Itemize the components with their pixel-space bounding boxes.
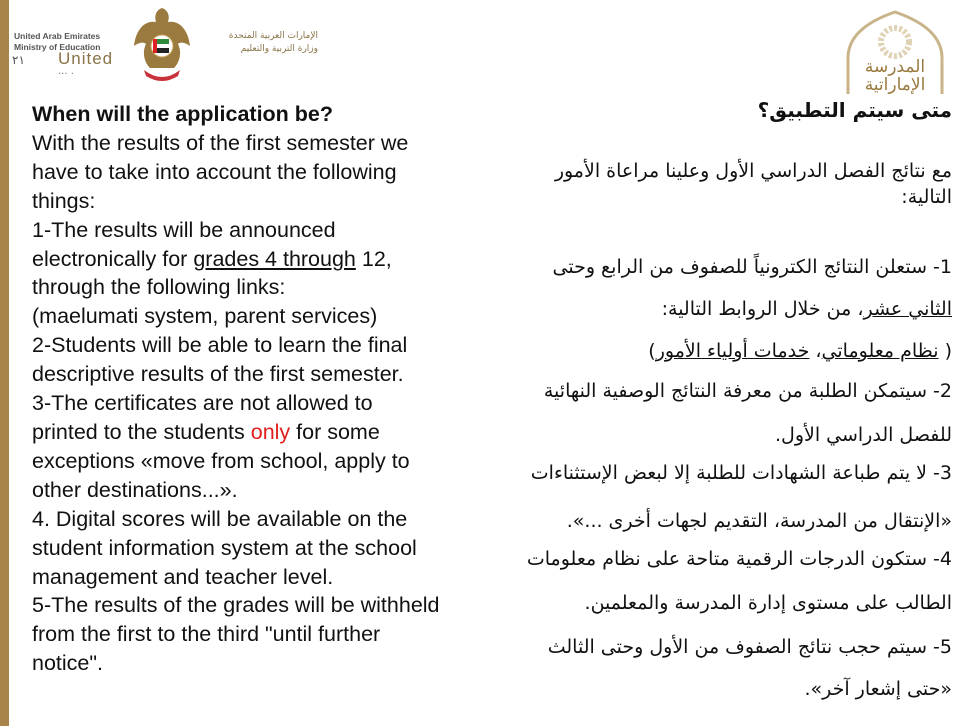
text-line: notice". bbox=[32, 651, 103, 676]
text-line: things: bbox=[32, 188, 96, 213]
ministry-line: United Arab Emirates bbox=[14, 31, 101, 41]
overlay-number: ٢١ bbox=[12, 53, 25, 67]
text-line: (maelumati system, parent services) bbox=[32, 304, 378, 329]
svg-text:المدرسة: المدرسة bbox=[864, 57, 926, 77]
arabic-title: متى سيتم التطبيق؟ bbox=[757, 98, 952, 122]
text-line: 3- لا يتم طباعة الشهادات للطلبة إلا لبعض الإستثناءات bbox=[530, 462, 952, 484]
text-line: other destinations...». bbox=[32, 477, 238, 502]
ministry-line: الإمارات العربية المتحدة bbox=[228, 31, 318, 41]
text-segment: ، من خلال الروابط التالية: bbox=[661, 298, 864, 320]
text-line: 2- سيتمكن الطلبة من معرفة النتائج الوصفية النهائية bbox=[543, 380, 952, 402]
text-line bbox=[32, 418, 502, 447]
highlighted-text: only bbox=[250, 419, 291, 444]
text-line: exceptions «move from school, apply to bbox=[32, 448, 410, 473]
text-line bbox=[662, 298, 952, 320]
text-line: للفصل الدراسي الأول. bbox=[774, 424, 952, 446]
ministry-name-ar bbox=[208, 30, 318, 56]
text-segment: ) bbox=[648, 340, 656, 362]
english-title: When will the application be? bbox=[32, 102, 334, 126]
text-line: 2-Students will be able to learn the final bbox=[32, 333, 408, 358]
text-line: through the following links: bbox=[32, 275, 286, 300]
text-line: الطالب على مستوى إدارة المدرسة والمعلمين. bbox=[584, 592, 952, 614]
underlined-text: الثاني عشر bbox=[863, 298, 952, 320]
text-line: student information system at the school bbox=[32, 535, 417, 560]
text-line bbox=[648, 340, 952, 362]
text-line: التالية: bbox=[901, 186, 952, 208]
text-line: 5-The results of the grades will be withheld bbox=[32, 593, 440, 618]
text-segment: ، bbox=[809, 340, 822, 362]
text-line: 1-The results will be announced bbox=[32, 217, 336, 242]
text-line: 4. Digital scores will be available on the bbox=[32, 506, 408, 531]
text-segment: electronically for bbox=[32, 246, 194, 271]
text-line: have to take into account the following bbox=[32, 159, 397, 184]
emirati-school-logo bbox=[840, 8, 950, 94]
text-line: مع نتائج الفصل الدراسي الأول وعلينا مراعاة الأمور bbox=[554, 160, 952, 182]
overlay-text: United bbox=[58, 49, 114, 68]
left-gold-bar bbox=[0, 0, 9, 726]
underlined-text: نظام معلوماتي bbox=[821, 340, 939, 362]
text-segment: for some bbox=[290, 419, 380, 444]
text-line: descriptive results of the first semester. bbox=[32, 362, 404, 387]
text-segment: printed to the students bbox=[32, 419, 251, 444]
text-line: With the results of the first semester we bbox=[32, 130, 409, 155]
text-line: «الإنتقال من المدرسة، التقديم لجهات أخرى ...». bbox=[566, 510, 952, 532]
text-line bbox=[32, 245, 502, 274]
text-segment: 12, bbox=[355, 246, 392, 271]
ministry-line: Ministry of Education bbox=[14, 42, 101, 52]
text-line: 3-The certificates are not allowed to bbox=[32, 391, 373, 416]
english-text bbox=[32, 100, 502, 678]
text-segment: ( bbox=[938, 340, 952, 362]
text-line: 4- ستكون الدرجات الرقمية متاحة على نظام معلومات bbox=[526, 548, 952, 570]
text-line: «حتى إشعار آخر». bbox=[804, 678, 952, 700]
overlay-dots: ... . bbox=[58, 66, 74, 77]
ministry-line: وزارة التربية والتعليم bbox=[240, 44, 318, 54]
underlined-text: خدمات أولياء الأمور bbox=[655, 340, 810, 362]
text-line: 1- ستعلن النتائج الكترونياً للصفوف من الرابع وحتى bbox=[552, 256, 952, 278]
underlined-text: grades 4 through bbox=[193, 246, 356, 271]
uae-emblem-icon bbox=[132, 6, 192, 84]
text-line: from the first to the third "until further bbox=[32, 622, 381, 647]
text-line: management and teacher level. bbox=[32, 564, 334, 589]
svg-text:الإماراتية: الإماراتية bbox=[864, 75, 926, 94]
text-line: 5- سيتم حجب نتائج الصفوف من الأول وحتى الثالث bbox=[547, 636, 952, 658]
